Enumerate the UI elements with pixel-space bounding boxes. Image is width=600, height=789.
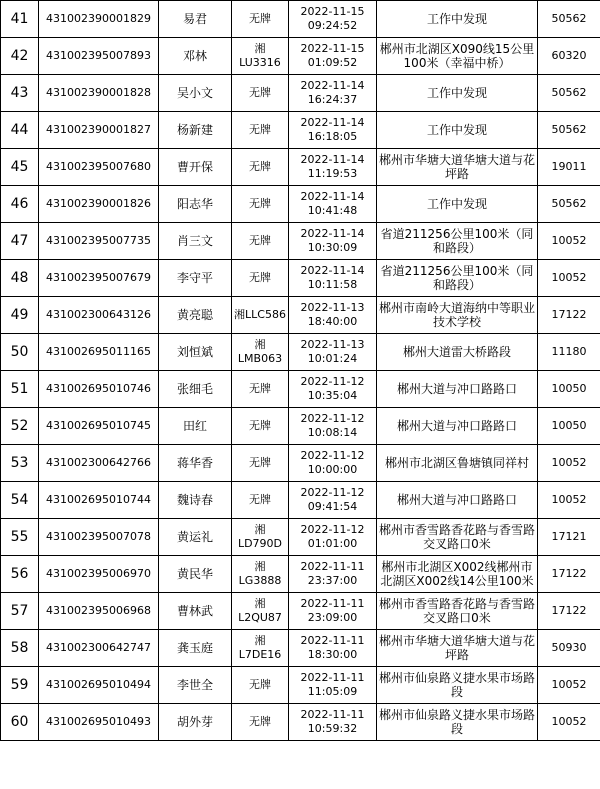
violation-clock: 01:09:52 xyxy=(307,56,358,69)
violation-date: 2022-11-11 xyxy=(300,671,365,684)
violation-location: 郴州大道与冲口路路口 xyxy=(377,408,538,445)
violation-date: 2022-11-14 xyxy=(300,116,365,129)
record-id: 431002395007735 xyxy=(39,223,159,260)
plate-number: 无牌 xyxy=(232,260,289,297)
violation-time xyxy=(289,260,377,297)
row-number: 49 xyxy=(1,297,39,334)
plate-number: 无牌 xyxy=(232,223,289,260)
person-name: 杨新建 xyxy=(159,112,232,149)
violation-code: 19011 xyxy=(538,149,600,186)
violation-location: 省道211256公里100米（同和路段） xyxy=(377,223,538,260)
violation-clock: 16:18:05 xyxy=(307,130,358,143)
violation-code: 10052 xyxy=(538,223,600,260)
row-number: 45 xyxy=(1,149,39,186)
violation-date: 2022-11-12 xyxy=(300,375,365,388)
violation-location: 郴州市香雪路香花路与香雪路交叉路口0米 xyxy=(377,519,538,556)
record-id: 431002695010745 xyxy=(39,408,159,445)
violation-time xyxy=(289,223,377,260)
violation-date: 2022-11-13 xyxy=(300,338,365,351)
row-number: 59 xyxy=(1,667,39,704)
table-row xyxy=(1,519,600,556)
violation-location: 郴州大道与冲口路路口 xyxy=(377,371,538,408)
violation-clock: 11:19:53 xyxy=(307,167,358,180)
violation-location: 省道211256公里100米（同和路段） xyxy=(377,260,538,297)
row-number: 51 xyxy=(1,371,39,408)
violation-code: 50562 xyxy=(538,1,600,38)
table-row xyxy=(1,186,600,223)
violation-location: 郴州市香雪路香花路与香雪路交叉路口0米 xyxy=(377,593,538,630)
plate-number: 无牌 xyxy=(232,482,289,519)
person-name: 刘恒斌 xyxy=(159,334,232,371)
violation-location: 郴州大道与冲口路路口 xyxy=(377,482,538,519)
violation-clock: 09:41:54 xyxy=(307,500,358,513)
row-number: 60 xyxy=(1,704,39,741)
violation-code: 10050 xyxy=(538,408,600,445)
table-row xyxy=(1,112,600,149)
violation-code: 10052 xyxy=(538,482,600,519)
plate-number: 无牌 xyxy=(232,445,289,482)
plate-number: 湘LMB063 xyxy=(232,334,289,371)
record-id: 431002695010744 xyxy=(39,482,159,519)
violation-code: 10052 xyxy=(538,667,600,704)
plate-number: 无牌 xyxy=(232,1,289,38)
row-number: 52 xyxy=(1,408,39,445)
row-number: 54 xyxy=(1,482,39,519)
violation-time xyxy=(289,149,377,186)
record-id: 431002395006970 xyxy=(39,556,159,593)
violation-location: 郴州大道雷大桥路段 xyxy=(377,334,538,371)
violation-date: 2022-11-11 xyxy=(300,708,365,721)
violation-time xyxy=(289,297,377,334)
table-row xyxy=(1,38,600,75)
violation-clock: 01:01:00 xyxy=(307,537,358,550)
violation-code: 17122 xyxy=(538,556,600,593)
violation-code: 60320 xyxy=(538,38,600,75)
violation-location: 工作中发现 xyxy=(377,112,538,149)
record-id: 431002390001827 xyxy=(39,112,159,149)
violation-date: 2022-11-12 xyxy=(300,412,365,425)
record-id: 431002300642747 xyxy=(39,630,159,667)
person-name: 肖三文 xyxy=(159,223,232,260)
record-id: 431002390001828 xyxy=(39,75,159,112)
table-body xyxy=(1,1,600,741)
violation-location: 工作中发现 xyxy=(377,1,538,38)
violation-location: 郴州市华塘大道华塘大道与花坪路 xyxy=(377,630,538,667)
plate-number: 湘L7DE16 xyxy=(232,630,289,667)
table-row xyxy=(1,593,600,630)
violation-clock: 10:30:09 xyxy=(307,241,358,254)
violation-time xyxy=(289,112,377,149)
row-number: 50 xyxy=(1,334,39,371)
plate-number: 无牌 xyxy=(232,75,289,112)
violation-date: 2022-11-13 xyxy=(300,301,365,314)
violation-time xyxy=(289,334,377,371)
violation-clock: 23:09:00 xyxy=(307,611,358,624)
violation-time xyxy=(289,556,377,593)
table-row xyxy=(1,482,600,519)
record-id: 431002395007078 xyxy=(39,519,159,556)
violation-time xyxy=(289,667,377,704)
violation-time xyxy=(289,482,377,519)
violation-clock: 10:59:32 xyxy=(307,722,358,735)
row-number: 47 xyxy=(1,223,39,260)
person-name: 李守平 xyxy=(159,260,232,297)
violation-code: 10050 xyxy=(538,371,600,408)
violation-code: 17122 xyxy=(538,593,600,630)
violation-code: 50562 xyxy=(538,75,600,112)
person-name: 吴小文 xyxy=(159,75,232,112)
violation-location: 工作中发现 xyxy=(377,186,538,223)
person-name: 李世全 xyxy=(159,667,232,704)
record-id: 431002300642766 xyxy=(39,445,159,482)
row-number: 44 xyxy=(1,112,39,149)
violation-time xyxy=(289,704,377,741)
record-id: 431002695011165 xyxy=(39,334,159,371)
person-name: 胡外芽 xyxy=(159,704,232,741)
violation-clock: 09:24:52 xyxy=(307,19,358,32)
violation-date: 2022-11-11 xyxy=(300,634,365,647)
violation-clock: 18:40:00 xyxy=(307,315,358,328)
violation-location: 郴州市华塘大道华塘大道与花坪路 xyxy=(377,149,538,186)
row-number: 57 xyxy=(1,593,39,630)
row-number: 53 xyxy=(1,445,39,482)
violation-code: 50930 xyxy=(538,630,600,667)
violation-clock: 10:08:14 xyxy=(307,426,358,439)
violation-date: 2022-11-14 xyxy=(300,264,365,277)
violation-date: 2022-11-14 xyxy=(300,153,365,166)
violation-clock: 10:41:48 xyxy=(307,204,358,217)
record-id: 431002390001829 xyxy=(39,1,159,38)
violation-time xyxy=(289,371,377,408)
violation-clock: 10:01:24 xyxy=(307,352,358,365)
violation-time xyxy=(289,630,377,667)
violation-code: 17121 xyxy=(538,519,600,556)
table-row xyxy=(1,149,600,186)
record-id: 431002395007679 xyxy=(39,260,159,297)
violation-clock: 16:24:37 xyxy=(307,93,358,106)
violation-date: 2022-11-15 xyxy=(300,5,365,18)
plate-number: 湘LD790D xyxy=(232,519,289,556)
violation-date: 2022-11-11 xyxy=(300,560,365,573)
record-id: 431002695010746 xyxy=(39,371,159,408)
record-id: 431002395006968 xyxy=(39,593,159,630)
table-row xyxy=(1,260,600,297)
violation-time xyxy=(289,445,377,482)
plate-number: 无牌 xyxy=(232,408,289,445)
violation-location: 郴州市仙泉路义捷水果市场路段 xyxy=(377,704,538,741)
violation-code: 10052 xyxy=(538,260,600,297)
person-name: 黄民华 xyxy=(159,556,232,593)
plate-number: 无牌 xyxy=(232,149,289,186)
violation-code: 50562 xyxy=(538,112,600,149)
violation-date: 2022-11-14 xyxy=(300,79,365,92)
table-row xyxy=(1,371,600,408)
person-name: 邓林 xyxy=(159,38,232,75)
violation-clock: 23:37:00 xyxy=(307,574,358,587)
violation-code: 50562 xyxy=(538,186,600,223)
violation-date: 2022-11-14 xyxy=(300,227,365,240)
violation-date: 2022-11-12 xyxy=(300,523,365,536)
row-number: 42 xyxy=(1,38,39,75)
record-id: 431002695010494 xyxy=(39,667,159,704)
violation-location: 郴州市北湖区X002线郴州市北湖区X002线14公里100米 xyxy=(377,556,538,593)
table-row xyxy=(1,408,600,445)
violation-clock: 11:05:09 xyxy=(307,685,358,698)
table-row xyxy=(1,297,600,334)
violation-time xyxy=(289,1,377,38)
row-number: 48 xyxy=(1,260,39,297)
plate-number: 无牌 xyxy=(232,371,289,408)
person-name: 蒋华香 xyxy=(159,445,232,482)
table-row xyxy=(1,223,600,260)
violation-date: 2022-11-12 xyxy=(300,449,365,462)
plate-number: 湘LG3888 xyxy=(232,556,289,593)
row-number: 55 xyxy=(1,519,39,556)
person-name: 魏诗春 xyxy=(159,482,232,519)
violation-clock: 18:30:00 xyxy=(307,648,358,661)
table-row xyxy=(1,630,600,667)
violation-time xyxy=(289,186,377,223)
violation-date: 2022-11-12 xyxy=(300,486,365,499)
table-row xyxy=(1,1,600,38)
violation-location: 郴州市北湖区鲁塘镇同祥村 xyxy=(377,445,538,482)
record-id: 431002390001826 xyxy=(39,186,159,223)
violation-code: 11180 xyxy=(538,334,600,371)
person-name: 黄亮聪 xyxy=(159,297,232,334)
violation-location: 工作中发现 xyxy=(377,75,538,112)
violation-location: 郴州市仙泉路义捷水果市场路段 xyxy=(377,667,538,704)
row-number: 58 xyxy=(1,630,39,667)
violation-clock: 10:00:00 xyxy=(307,463,358,476)
violation-code: 17122 xyxy=(538,297,600,334)
table-row xyxy=(1,556,600,593)
person-name: 阳志华 xyxy=(159,186,232,223)
row-number: 56 xyxy=(1,556,39,593)
violation-time xyxy=(289,38,377,75)
row-number: 41 xyxy=(1,1,39,38)
violation-date: 2022-11-14 xyxy=(300,190,365,203)
violation-clock: 10:11:58 xyxy=(307,278,358,291)
violation-location: 郴州市南岭大道海纳中等职业技术学校 xyxy=(377,297,538,334)
person-name: 张细毛 xyxy=(159,371,232,408)
violation-time xyxy=(289,519,377,556)
person-name: 曹林武 xyxy=(159,593,232,630)
plate-number: 无牌 xyxy=(232,704,289,741)
violation-code: 10052 xyxy=(538,445,600,482)
record-id: 431002395007680 xyxy=(39,149,159,186)
table-row xyxy=(1,445,600,482)
plate-number: 湘L2QU87 xyxy=(232,593,289,630)
table-row xyxy=(1,704,600,741)
violation-clock: 10:35:04 xyxy=(307,389,358,402)
violation-code: 10052 xyxy=(538,704,600,741)
row-number: 46 xyxy=(1,186,39,223)
table-row xyxy=(1,667,600,704)
plate-number: 无牌 xyxy=(232,186,289,223)
plate-number: 无牌 xyxy=(232,112,289,149)
record-id: 431002395007893 xyxy=(39,38,159,75)
person-name: 龚玉庭 xyxy=(159,630,232,667)
person-name: 田红 xyxy=(159,408,232,445)
plate-number: 湘LLC586 xyxy=(232,297,289,334)
plate-number: 无牌 xyxy=(232,667,289,704)
violation-location: 郴州市北湖区X090线15公里100米（幸福中桥） xyxy=(377,38,538,75)
person-name: 黄运礼 xyxy=(159,519,232,556)
table-row xyxy=(1,334,600,371)
record-id: 431002695010493 xyxy=(39,704,159,741)
person-name: 易君 xyxy=(159,1,232,38)
plate-number: 湘LU3316 xyxy=(232,38,289,75)
violation-time xyxy=(289,75,377,112)
row-number: 43 xyxy=(1,75,39,112)
violation-date: 2022-11-15 xyxy=(300,42,365,55)
violation-time xyxy=(289,408,377,445)
violation-date: 2022-11-11 xyxy=(300,597,365,610)
person-name: 曹开保 xyxy=(159,149,232,186)
violation-time xyxy=(289,593,377,630)
table-row xyxy=(1,75,600,112)
record-id: 431002300643126 xyxy=(39,297,159,334)
